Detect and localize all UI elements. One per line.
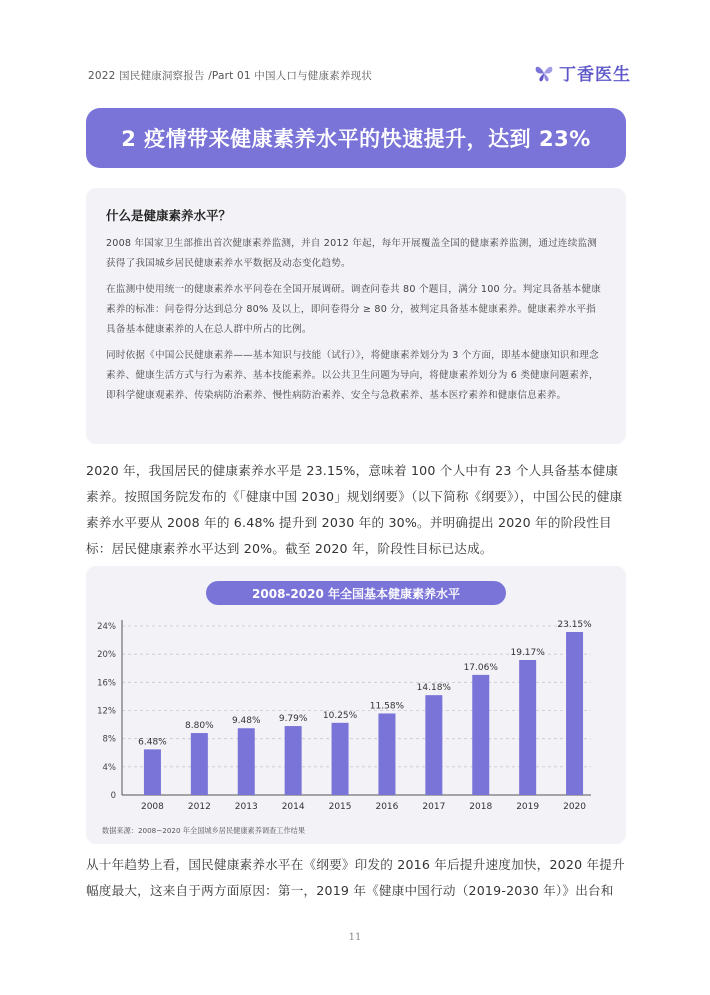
bar-chart [86,566,626,844]
bar [519,660,536,795]
x-tick-label: 2017 [422,802,446,812]
bar [332,723,349,795]
section-title-banner [86,108,626,168]
definition-paragraph: 2008 年国家卫生部推出首次健康素养监测，并自 2012 年起，每年开展覆盖全国的健康素养监测，通过连续监测获得了我国城乡居民健康素养水平数据及动态变化趋势。 [106,238,598,269]
data-label: 9.48% [231,716,261,727]
y-tick-label: 20% [97,650,116,661]
bar [566,632,583,795]
definition-heading: 什么是健康素养水平？ [106,208,232,223]
data-label: 19.17% [510,648,545,659]
data-label: 11.58% [369,701,405,712]
definition-paragraph: 同时依据《中国公民健康素养——基本知识与技能（试行）》，将健康素养划分为 3 个方面，即基本健康知识和理念素养、健康生活方式与行为素养、基本技能素养。以公共卫生问题为导向，将健康素养划分为 6 类健康问题素养，即科学健康观素养、传染病防治素养、慢性病防治素养、安全与急救素养、基本医疗素养和健康信息素养。 [106,350,599,401]
chart-container [86,566,626,844]
body-paragraph-2: 从十年趋势上看，国民健康素养水平在《纲要》印发的 2016 年后提升速度加快，2020 年提升幅度最大，这来自于两方面原因：第一，2019 年《健康中国行动（2019-2030 年）》出台和 [86,857,625,898]
y-tick-label: 4% [102,762,116,773]
y-tick-label: 12% [97,706,116,717]
x-tick-label: 2012 [187,802,211,812]
bar [378,713,395,795]
data-label: 10.25% [322,710,358,721]
data-label: 17.06% [463,662,498,673]
butterfly-icon [533,62,555,84]
x-tick-label: 2014 [281,802,305,812]
x-tick-label: 2016 [375,802,399,812]
chart-source: 数据来源：2008~2020 年全国城乡居民健康素养调查工作结果 [102,826,306,835]
logo-text: 丁香医生 [559,65,631,85]
bar [285,726,302,795]
chart-title: 2008-2020 年全国基本健康素养水平 [206,581,506,605]
data-label: 14.18% [416,683,452,694]
data-label: 6.48% [138,737,167,748]
data-label: 9.79% [278,714,308,725]
data-label: 8.80% [185,721,214,732]
bar [191,733,208,795]
x-tick-label: 2013 [234,802,258,812]
x-tick-label: 2018 [469,802,493,812]
bar [425,695,442,795]
definition-box [86,188,626,444]
definition-paragraph: 在监测中使用统一的健康素养水平问卷在全国开展调研。调查问卷共 80 个题目，满分 100 分。判定具备基本健康素养的标准：问卷得分达到总分 80% 及以上，即问卷得分 ≥ 80 分，被判定具备基本健康素养。健康素养水平指具备基本健康素养的人在总人群中所占的比例。 [106,284,602,335]
x-tick-label: 2020 [563,802,587,812]
bar [238,728,255,795]
bar [472,675,489,795]
page-number: 11 [348,932,362,943]
report-header: 2022 国民健康洞察报告 /Part 01 中国人口与健康素养现状 [88,70,372,82]
body-paragraph-1: 2020 年，我国居民的健康素养水平是 23.15%，意味着 100 个人中有 23 个人具备基本健康素养。按照国务院发布的《「健康中国 2030」规划纲要》（以下简称《纲要》），中国公民的健康素养水平要从 2008 年的 6.48% 提升到 2030 年的 30%。并明确提出 2020 年的阶段性目标：居民健康素养水平达到 20%。截至 2020 年，阶段性目标已达成。 [86,463,623,556]
y-tick-label: 0 [110,791,116,801]
data-label: 23.15% [557,619,592,630]
y-tick-label: 8% [102,734,116,745]
bar [144,749,161,795]
brand-logo [533,60,631,85]
x-tick-label: 2015 [328,802,352,812]
x-tick-label: 2008 [140,802,164,812]
section-title: 2 疫情带来健康素养水平的快速提升，达到 23% [121,127,591,151]
x-tick-label: 2019 [516,802,540,812]
y-tick-label: 16% [97,678,116,689]
y-tick-label: 24% [97,622,116,632]
